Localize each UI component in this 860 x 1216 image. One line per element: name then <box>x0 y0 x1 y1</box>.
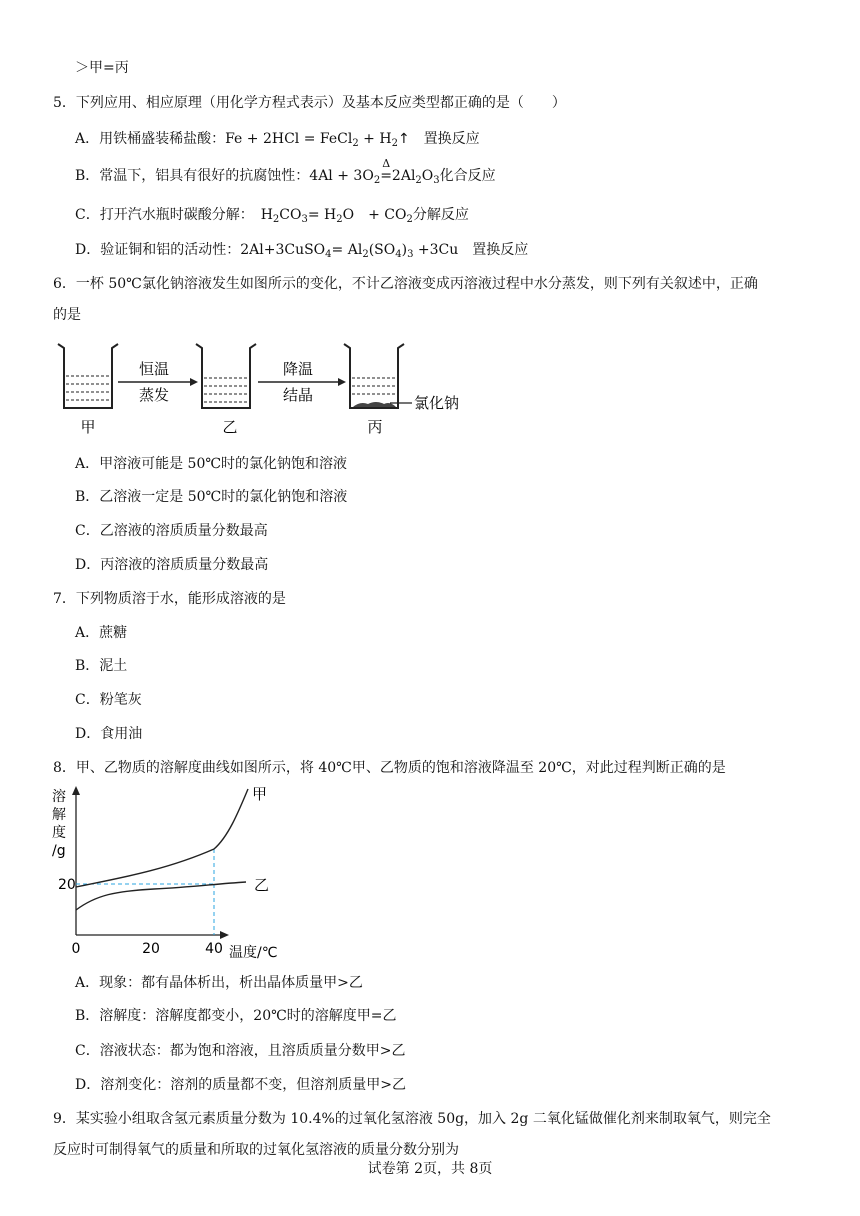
q5a-sub1: 2 <box>352 138 359 149</box>
arrow-1-bottom-label: 蒸发 <box>138 386 170 404</box>
q8-stem: 8．甲、乙物质的溶解度曲线如图所示，将 40℃甲、乙物质的饱和溶液降温至 20℃，对此过程判断正确的是 <box>53 760 726 776</box>
page-footer: 试卷第 2页，共 8页 <box>367 1161 493 1177</box>
y-label-2: 解 <box>52 807 66 823</box>
q5a-mid: + H <box>358 131 392 147</box>
q5c-p4: O + CO <box>342 207 407 223</box>
q5c-p3: = H <box>307 207 337 223</box>
delta-icon: Δ <box>382 157 391 170</box>
q5b-text: B．常温下，铝具有很好的抗腐蚀性：4Al + 3O <box>75 168 374 184</box>
curve-yi-label: 乙 <box>254 876 270 894</box>
q5c-sub1: 2 <box>272 214 280 225</box>
solubility-curve-figure <box>44 783 294 963</box>
y-tick-20: 20 <box>58 877 76 893</box>
q6-option-a[interactable]: A．甲溶液可能是 50℃时的氯化钠饱和溶液 <box>75 456 348 472</box>
curve-jia-label: 甲 <box>252 785 268 803</box>
q5c-p2: CO <box>279 207 302 223</box>
q8-option-d[interactable]: D．溶剂变化：溶剂的质量都不变，但溶剂质量甲>乙 <box>75 1077 406 1093</box>
q5d-text: D．验证铜和铝的活动性：2Al+3CuSO <box>75 242 326 258</box>
beaker-bing <box>344 344 412 408</box>
beaker-yi-label: 乙 <box>222 418 238 436</box>
q5b-equals: = <box>380 168 392 184</box>
q5c-sub4: 2 <box>406 214 413 225</box>
beaker-yi <box>196 344 256 408</box>
y-label-3: 度 <box>52 825 66 841</box>
q5-stem: 5．下列应用、相应原理（用化学方程式表示）及基本反应类型都正确的是（ ） <box>53 95 566 111</box>
q5b-type: 化合反应 <box>439 168 496 184</box>
curve-jia <box>76 789 248 887</box>
q5c-text: C．打开汽水瓶时碳酸分解： H <box>75 207 273 223</box>
q8-option-a[interactable]: A．现象：都有晶体析出，析出晶体质量甲>乙 <box>75 975 363 991</box>
arrow-1-top-label: 恒温 <box>138 360 170 378</box>
evaporation-crystallization-figure <box>50 338 470 440</box>
q5-option-d[interactable] <box>75 240 528 260</box>
q5c-sub3: 2 <box>336 214 343 225</box>
x-axis-arrow-icon <box>220 931 229 939</box>
q5b-p3: O <box>421 168 434 184</box>
q7-option-c[interactable]: C．粉笔灰 <box>75 692 142 708</box>
q5d-sub3: 4 <box>395 249 402 260</box>
q5c-type: 分解反应 <box>412 207 469 223</box>
q7-option-b[interactable]: B．泥土 <box>75 658 128 674</box>
q5b-p2: 2Al <box>391 168 416 184</box>
q5d-p2: = Al <box>331 242 363 258</box>
q5d-p3: (SO <box>368 242 396 258</box>
x-tick-40: 40 <box>205 941 223 957</box>
q5c-sub2: 3 <box>301 214 308 225</box>
q5d-p4: ) <box>401 242 408 258</box>
x-tick-0: 0 <box>71 941 81 957</box>
arrow-2 <box>258 378 346 386</box>
q5d-p5: +3Cu <box>413 242 459 258</box>
q5d-sub2: 2 <box>362 249 369 260</box>
heating-condition <box>380 157 392 186</box>
q5b-sub2: 2 <box>415 175 422 186</box>
gas-arrow-icon: ↑ <box>397 131 410 147</box>
q8-option-c[interactable]: C．溶液状态：都为饱和溶液，且溶质质量分数甲>乙 <box>75 1043 406 1059</box>
q7-option-d[interactable]: D．食用油 <box>75 726 143 742</box>
beaker-bing-label: 丙 <box>367 418 383 436</box>
arrow-2-bottom-label: 结晶 <box>282 386 314 404</box>
x-tick-20: 20 <box>142 941 160 957</box>
q5b-sub1: 2 <box>373 175 381 186</box>
beaker-jia <box>58 344 118 408</box>
q9-stem-line1: 9．某实验小组取含氢元素质量分数为 10.4%的过氧化氢溶液 50g，加入 2g 二氧化锰做催化剂来制取氧气，则完全 <box>53 1111 771 1127</box>
q5b-sub3: 3 <box>433 175 440 186</box>
q6-option-b[interactable]: B．乙溶液一定是 50℃时的氯化钠饱和溶液 <box>75 489 348 505</box>
q6-stem-line1: 6．一杯 50℃氯化钠溶液发生如图所示的变化，不计乙溶液变成丙溶液过程中水分蒸发，则下列有关叙述中，正确 <box>53 276 758 292</box>
q5d-sub4: 3 <box>407 249 414 260</box>
y-label-1: 溶 <box>52 789 66 805</box>
q6-option-c[interactable]: C．乙溶液的溶质质量分数最高 <box>75 523 268 539</box>
q5a-sub2: 2 <box>391 138 398 149</box>
y-label-4: /g <box>52 843 66 859</box>
crystal-label: 氯化钠 <box>414 394 460 412</box>
crystal-deposit <box>353 402 396 407</box>
q5-option-c[interactable] <box>75 205 469 225</box>
x-axis-label: 温度/℃ <box>229 945 278 961</box>
q8-option-b[interactable]: B．溶解度：溶解度都变小，20℃时的溶解度甲=乙 <box>75 1008 397 1024</box>
q5d-type: 置换反应 <box>458 242 529 258</box>
q5-option-a[interactable] <box>75 129 480 149</box>
q5a-text: A．用铁桶盛装稀盐酸：Fe + 2HCl = FeCl <box>75 131 353 147</box>
previous-option-tail: ＞甲=丙 <box>75 60 129 76</box>
arrow-1 <box>118 378 198 386</box>
q5d-sub1: 4 <box>325 249 332 260</box>
q6-stem-line2: 的是 <box>53 307 81 323</box>
q6-option-d[interactable]: D．丙溶液的溶质质量分数最高 <box>75 557 269 573</box>
arrow-2-top-label: 降温 <box>282 360 314 378</box>
beaker-jia-label: 甲 <box>80 418 96 436</box>
q7-stem: 7．下列物质溶于水，能形成溶液的是 <box>53 591 286 607</box>
q5-option-b[interactable] <box>75 157 496 186</box>
curve-yi <box>76 882 246 910</box>
q7-option-a[interactable]: A．蔗糖 <box>75 625 128 641</box>
q5a-type: 置换反应 <box>409 131 480 147</box>
q9-stem-line2: 反应时可制得氧气的质量和所取的过氧化氢溶液的质量分数分别为 <box>53 1142 459 1158</box>
y-axis-arrow-icon <box>72 786 80 795</box>
